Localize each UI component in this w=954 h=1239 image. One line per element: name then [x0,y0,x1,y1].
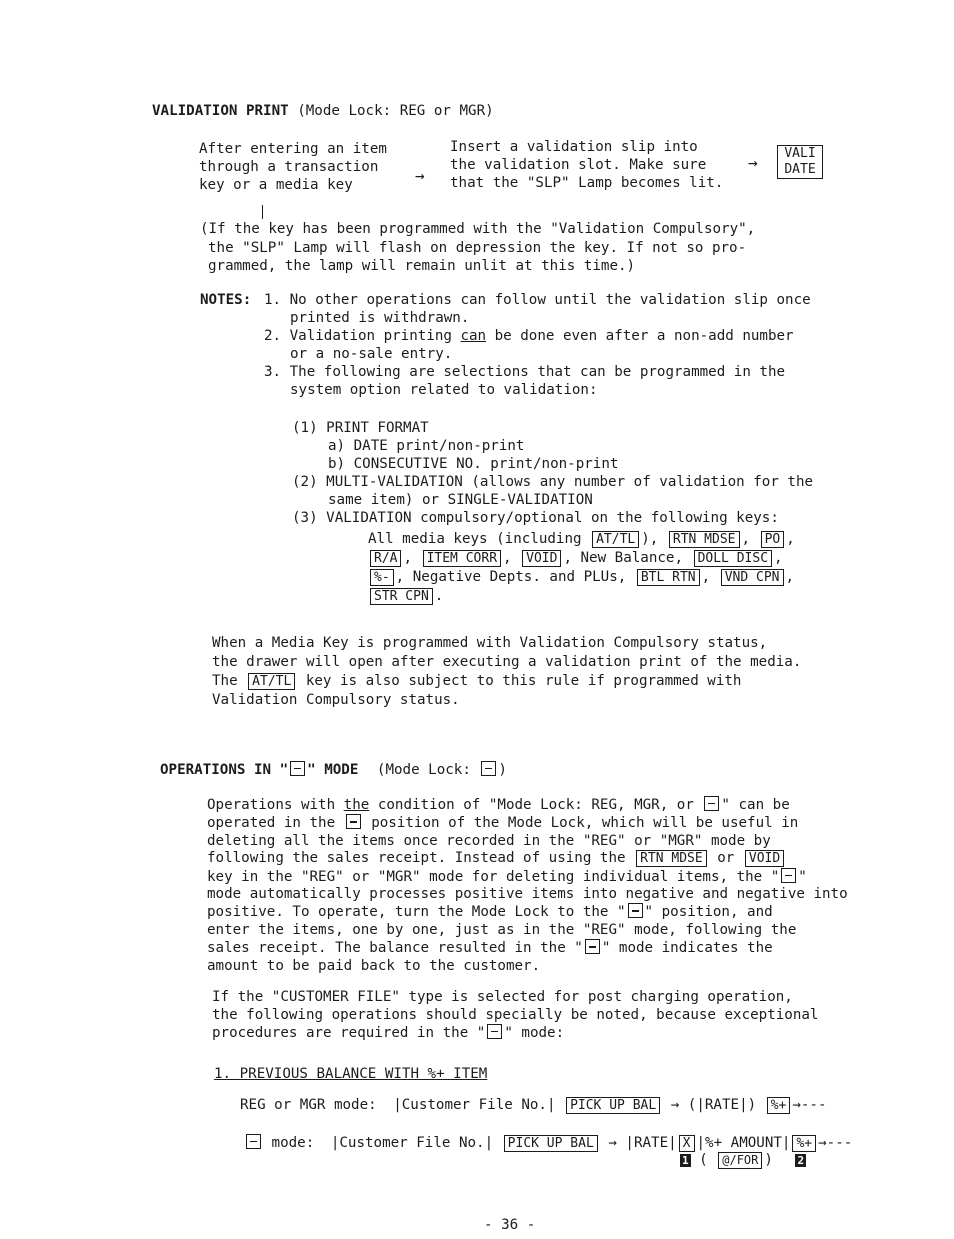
paragraph-line: key in the "REG" or "MGR" mode for deleting individual items, the " " [207,868,807,885]
pick-up-bal-key: PICK UP BAL [504,1135,598,1152]
arrow-icon: → [748,153,758,172]
operations-paragraph [207,796,848,975]
paragraph-line: When a Media Key is programmed with Validation Compulsory status, [212,635,768,651]
option-item: (1) PRINT FORMAT [292,420,429,436]
validate-key-line: VALI [784,146,816,161]
note-line: printed is withdrawn. [290,310,470,326]
percent-plus-key: %+ [767,1097,791,1114]
validate-key-line: DATE [784,162,816,177]
step-2-line: Insert a validation slip into [450,139,698,155]
paragraph-line: sales receipt. The balance resulted in the " " mode indicates the [207,940,773,957]
step-marker-2: 2 [797,1154,805,1167]
step-1-line: through a transaction [199,159,379,175]
at-for-key: @/FOR [718,1152,762,1169]
rate-label: RATE [704,1097,740,1113]
str-cpn-key: STR CPN [370,588,433,605]
arrow-icon: → [670,1097,680,1113]
paragraph-line: grammed, the lamp will remain unlit at this time.) [208,258,636,274]
option-item: a) DATE print/non-print [328,438,525,454]
note-2 [264,327,794,363]
notes-label: NOTES: [200,292,252,308]
minus-mode-icon [585,939,600,954]
minus-mode-icon [481,761,496,776]
at-tl-key: AT/TL [592,531,639,548]
option-item: b) CONSECUTIVE NO. print/non-print [328,456,619,472]
rate-label: RATE [633,1135,669,1151]
minus-mode-icon [704,796,719,811]
mode-lock-note: (Mode Lock: [376,762,480,778]
paragraph-line: If the "CUSTOMER FILE" type is selected for post charging operation, [212,989,793,1005]
note-line: or a no-sale entry. [290,346,453,362]
arrow-icon: → [415,166,425,185]
paragraph-line: positive. To operate, turn the Mode Lock to the " " position, and [207,904,773,921]
previous-balance-heading: 1. PREVIOUS BALANCE WITH %+ ITEM [214,1066,488,1082]
compulsory-paragraph [200,220,755,276]
validate-key [777,145,823,179]
paragraph-line: Validation Compulsory status. [212,692,460,708]
paragraph-line: the drawer will open after executing a validation print of the media. [212,654,802,670]
paragraph-line: The AT/TL key is also subject to this rule if programmed with [212,673,742,689]
paragraph-line: Operations with the condition of "Mode Lock: REG, MGR, or " can be [207,797,790,813]
paragraph-line: (If the key has been programmed with the "Validation Compulsory", [200,221,756,237]
option-item: same item) or SINGLE-VALIDATION [328,492,593,508]
key-list-line: R/A , ITEM CORR , VOID , New Balance, DOLL DISC , [368,549,795,568]
pick-up-bal-key: PICK UP BAL [566,1097,660,1114]
step-1-text [199,140,387,194]
doll-disc-key: DOLL DISC [694,550,772,567]
step-2-text [450,138,723,192]
minus-mode-icon [487,1024,502,1039]
rtn-mdse-key: RTN MDSE [669,531,740,548]
page-number: - 36 - [484,1217,536,1233]
heading-part: OPERATIONS IN " [160,762,289,778]
option-list [292,419,813,527]
rtn-mdse-key: RTN MDSE [636,850,707,867]
po-key: PO [761,531,785,548]
x-key: X [679,1135,695,1152]
media-paragraph [212,634,801,710]
note-line: system option related to validation: [290,382,598,398]
paragraph-line: procedures are required in the " " mode: [212,1025,565,1041]
minus-mode-icon [628,903,643,918]
paragraph-line: operated in the position of the Mode Lock, which will be useful in [207,815,799,832]
paragraph-line: the following operations should specially be noted, because exceptional [212,1007,819,1023]
paragraph-line: amount to be paid back to the customer. [207,957,541,974]
minus-mode-icon [290,761,305,776]
btl-rtn-key: BTL RTN [637,569,700,586]
step-1-line: After entering an item [199,141,387,157]
step-markers: 1 ( @/FOR ) 2 [682,1152,805,1168]
reg-mode-sequence: REG or MGR mode: |Customer File No.| PICK UP BAL → (|RATE|) %+ →--- [240,1097,827,1113]
note-1 [264,291,811,327]
customer-file-no-label: Customer File No. [401,1097,547,1113]
void-key: VOID [522,550,561,567]
minus-mode-icon [246,1134,261,1149]
step-1-line: key or a media key [199,177,353,193]
minus-mode-sequence: mode: |Customer File No.| PICK UP BAL → |RATE| X |%+ AMOUNT| %+ →--- [244,1134,852,1152]
customer-file-paragraph [212,988,818,1042]
paragraph-line: mode automatically processes positive items into negative and negative into [207,886,848,903]
note-line: 1. No other operations can follow until the validation slip once [264,292,811,308]
note-line: 3. The following are selections that can be programmed in the [264,364,786,380]
minus-mode-icon [781,868,796,883]
step-2-line: the validation slot. Make sure [450,157,707,173]
section-title-operations: OPERATIONS IN " " MODE (Mode Lock: ) [160,762,507,778]
vnd-cpn-key: VND CPN [721,569,784,586]
percent-plus-key: %+ [792,1135,816,1152]
percent-minus-key: %- [370,569,394,586]
paragraph-line: following the sales receipt. Instead of using the RTN MDSE or VOID [207,850,848,867]
section-title-validation [152,103,494,119]
heading-part: " MODE [307,762,359,778]
minus-mode-icon [346,814,361,829]
option-item: (3) VALIDATION compulsory/optional on the following keys: [292,510,779,526]
customer-file-no-label: Customer File No. [339,1135,485,1151]
option-item: (2) MULTI-VALIDATION (allows any number of validation for the [292,474,814,490]
connector-line [262,205,263,219]
paragraph-line: the "SLP" Lamp will flash on depression the key. If not so pro- [208,239,747,256]
paragraph-line: enter the items, one by one, just as in the "REG" mode, following the [207,921,797,938]
arrow-icon: → [608,1135,617,1151]
at-tl-key: AT/TL [248,673,295,690]
ra-key: R/A [370,550,401,567]
amount-label: %+ AMOUNT [705,1135,782,1151]
mode-lock-note: (Mode Lock: REG or MGR) [297,103,494,119]
void-key: VOID [745,850,784,867]
key-list-line: STR CPN . [368,587,795,606]
step-2-line: that the "SLP" Lamp becomes lit. [450,175,724,191]
heading-validation-print: VALIDATION PRINT [152,103,289,119]
paragraph-line: deleting all the items once recorded in the "REG" or "MGR" mode by [207,832,771,849]
key-list [368,530,795,606]
step-marker-1: 1 [682,1154,689,1167]
key-list-line: All media keys (including AT/TL ), RTN MDSE , PO , [368,531,795,547]
item-corr-key: ITEM CORR [423,550,501,567]
note-3 [264,363,785,399]
note-line: 2. Validation printing can be done even after a non-add number [264,328,794,344]
key-list-line: %- , Negative Depts. and PLUs, BTL RTN , VND CPN , [368,568,795,587]
